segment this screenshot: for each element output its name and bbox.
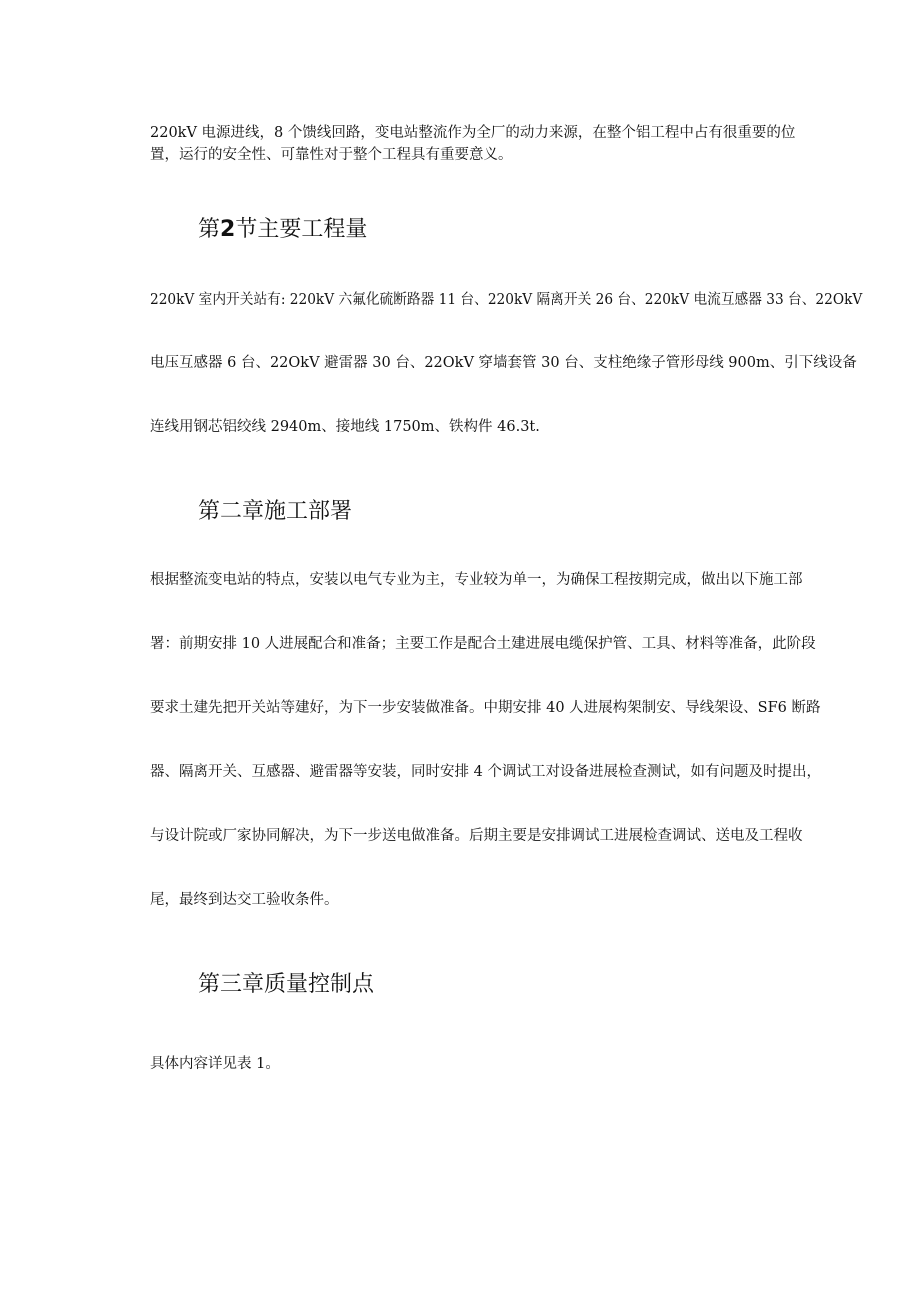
chapter-3-heading: 第三章质量控制点 xyxy=(198,972,375,997)
chapter-2-line-4: 器、隔离开关、互感器、避雷器等安装，同时安排 4 个调试工对设备进展检查测试，如有问题及时提出， xyxy=(150,764,821,780)
section-2-line-3: 连线用钢芯铝绞线 2940m、接地线 1750m、铁构件 46.3t. xyxy=(150,419,540,435)
section-2-line-2: 电压互感器 6 台、22OkV 避雷器 30 台、22OkV 穿墙套管 30 台、支柱绝缘子管形母线 900m、引下线设备 xyxy=(150,355,857,371)
intro-line-2: 置，运行的安全性、可靠性对于整个工程具有重要意义。 xyxy=(150,147,513,163)
intro-line-1: 220kV 电源进线，8 个馈线回路，变电站整流作为全厂的动力来源，在整个铝工程中占有很重要的位 xyxy=(150,125,796,141)
section-2-heading-number: 2 xyxy=(220,217,236,242)
chapter-2-line-6: 尾，最终到达交工验收条件。 xyxy=(150,892,339,908)
section-2-heading-suffix: 节主要工程量 xyxy=(235,217,368,242)
section-2-line-1: 220kV 室内开关站有: 220kV 六氟化硫断路器 11 台、220kV 隔离开关 26 台、220kV 电流互感器 33 台、22OkV xyxy=(150,292,863,308)
section-2-heading xyxy=(198,216,367,244)
chapter-2-line-2: 署：前期安排 10 人进展配合和准备；主要工作是配合土建进展电缆保护管、工具、材料等准备，此阶段 xyxy=(150,636,816,652)
chapter-3-line-1: 具体内容详见表 1。 xyxy=(150,1056,280,1072)
section-2-heading-prefix: 第 xyxy=(198,217,221,242)
chapter-2-line-3: 要求土建先把开关站等建好，为下一步安装做准备。中期安排 40 人进展构架制安、导线架设、SF6 断路 xyxy=(150,700,821,716)
chapter-2-heading: 第二章施工部署 xyxy=(198,499,353,524)
chapter-2-line-5: 与设计院或厂家协同解决，为下一步送电做准备。后期主要是安排调试工进展检查调试、送电及工程收 xyxy=(150,828,803,844)
chapter-2-line-1: 根据整流变电站的特点，安装以电气专业为主，专业较为单一，为确保工程按期完成，做出以下施工部 xyxy=(150,572,803,588)
